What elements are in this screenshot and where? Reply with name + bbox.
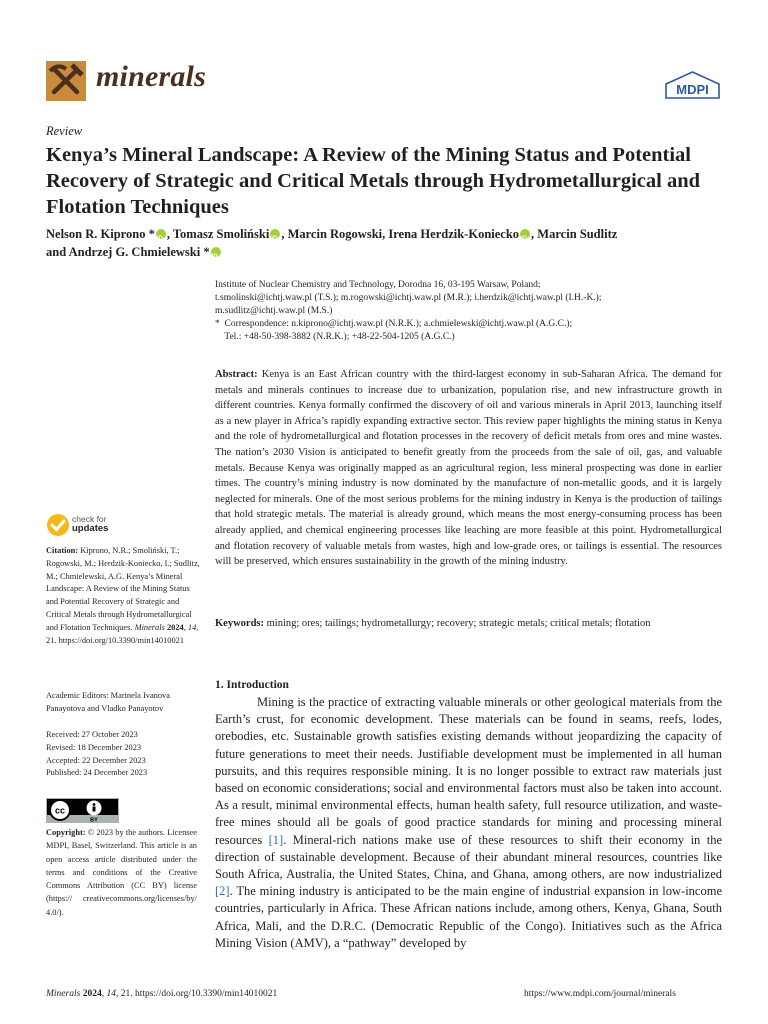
- dates-block: [46, 729, 202, 780]
- revised-date: Revised: 18 December 2023: [46, 742, 142, 752]
- footer-journal-url[interactable]: https://www.mdpi.com/journal/minerals: [524, 989, 676, 999]
- footer-citation: Minerals 2024, 14, 21. https://doi.org/10.3390/min14010021: [46, 989, 278, 999]
- cc-by-text: BY: [90, 817, 98, 823]
- citation-doi[interactable]: , 21. https://doi.org/10.3390/min14010021: [46, 622, 199, 645]
- cc-text: cc: [54, 805, 66, 816]
- minerals-logo-icon: [46, 61, 86, 101]
- affiliation-line: Institute of Nuclear Chemistry and Technology, Dorodna 16, 03-195 Warsaw, Poland;: [215, 280, 541, 290]
- check-for-label[interactable]: check for: [72, 514, 107, 524]
- citation-label: Citation:: [46, 546, 79, 555]
- reference-link[interactable]: [2]: [215, 884, 230, 899]
- author-name[interactable]: Nelson R. Kiprono: [46, 227, 146, 241]
- affiliation-line: m.sudlitz@ichtj.waw.pl (M.S.): [215, 305, 333, 316]
- author-marks: *: [145, 227, 155, 241]
- citation-block: Citation: Kiprono, N.R.; Smoliński, T.; Rogowski, M.; Herdzik-Koniecko, I.; Sudlitz, M.; Chmielewski, A.G. Kenya’s Mineral Landscape: A Review of the Mining Status and Potential Recovery of Strategic and Critical Metals through Hydrometallurgical and Flotation Techniques. Minerals 2024, 14, 21. https://doi.org/10.3390/min14010021: [46, 546, 200, 645]
- author-separator: ,: [166, 227, 173, 241]
- updates-label[interactable]: updates: [72, 523, 109, 534]
- article-type: Review: [46, 124, 83, 138]
- author-marks: *: [200, 245, 210, 259]
- telephone-line: Tel.: +48-50-398-3882 (N.R.K.); +48-22-504-1205 (A.G.C.): [215, 331, 455, 342]
- footer-doi[interactable]: , 21. https://doi.org/10.3390/min14010021: [115, 989, 278, 999]
- check-for-updates-icon[interactable]: [46, 513, 70, 537]
- author-name[interactable]: Tomasz Smoliński: [172, 227, 270, 241]
- citation-year: 2024: [166, 622, 184, 632]
- orcid-icon[interactable]: [156, 229, 166, 239]
- abstract-text: Kenya is an East African country with the third-largest economy in sub-Saharan Africa. The demand for metals and minerals continues to increase due to urbanization, population rise, and new infrastructure growth in different countries. Kenya formally confirmed the discovery of oil and various minerals in April 2013, launching itself as a new player in Africa’s rapidly expanding extractive sector. This review paper highlights the mining status in Kenya and the role of hydrometallurgical and flotation processes in the recovery of deficit metals from ores and mine wastes. The nation’s 2030 Vision is anticipated to benefit greatly from the proceeds from the sale of oil, gas, and valuable metals. Because Kenya was originally mapped as an agricultural region, less mineral prospecting was done in earlier times. The country’s mining industry is now dominated by the manufacture of non-metallic goods, and it is largely neglected for minerals. One of the most serious problems for the mining industry in Kenya is the production of tailings that hold strategic metals. The material is already ground, which means the most energy-consuming process has been already applied, and chemical engineering processes like leaching are more feasible at this point. Hydrometallurgical and flotation recovery of valuable metals from wastes, high and low-grade ores, or tailings is essential. The resources will be preserved, which ensures sustainability in the growth of the mining industry.: [215, 369, 723, 568]
- section-heading: 1. Introduction: [215, 679, 289, 691]
- cc-by-license-icon[interactable]: [46, 798, 119, 823]
- abstract-label: Abstract:: [215, 369, 258, 380]
- correspondence-line: * Correspondence: n.kiprono@ichtj.waw.pl (N.R.K.); a.chmielewski@ichtj.waw.pl (A.G.C.);: [215, 318, 573, 329]
- journal-name: minerals: [96, 60, 206, 93]
- author-name[interactable]: Andrzej G. Chmielewski: [68, 245, 201, 259]
- author-separator: ,: [281, 227, 288, 241]
- author-separator: and: [46, 245, 69, 259]
- author-name[interactable]: Marcin Rogowski: [287, 227, 383, 241]
- orcid-icon[interactable]: [520, 229, 530, 239]
- accepted-date: Accepted: 22 December 2023: [46, 755, 146, 765]
- mdpi-logo-text: MDPI: [676, 82, 709, 97]
- published-date: Published: 24 December 2023: [46, 768, 148, 778]
- keywords: [215, 617, 735, 631]
- mdpi-logo-icon: [664, 70, 721, 102]
- copyright-block: [46, 826, 197, 919]
- citation-journal: Minerals: [134, 622, 165, 632]
- author-separator: ,: [382, 227, 389, 241]
- abstract: [215, 367, 722, 570]
- paragraph-text: Mining is the practice of extracting valuable minerals or other geological materials from the Earth’s crust, for economic development. These materials can be found in seams, reefs, lodes, orebodies, etc. Sustainable growth satisfies existing demands without jeopardizing the capacity of future generations to meet their needs. Justifiable development must be implemented in all human pursuits, and this requires responsible mining. It is no longer possible to extract raw materials just based on economic considerations; social and environmental factors must also be taken into account. As a result, minimal environmental effects, human health safety, full resource utilization, and waste-free mines should all be goals of good practice standards for mining and processing mineral resources: [215, 695, 722, 847]
- section-paragraph: [215, 694, 722, 952]
- paragraph-text: . The mining industry is anticipated to be the main engine of industrial expansion in low-income countries, particularly in Africa. These African nations include, among others, Kenya, Ghana, South Africa, Mali, and the D.R.C. (Democratic Republic of the Congo). Initiatives such as the Africa Mining Vision (AMV), a “pathway” developed by: [215, 884, 722, 950]
- copyright-label: Copyright:: [46, 828, 86, 837]
- author-name[interactable]: Irena Herdzik-Koniecko: [388, 227, 520, 241]
- orcid-icon[interactable]: [211, 247, 221, 257]
- author-list: [46, 225, 726, 261]
- affiliation-line: t.smolinski@ichtj.waw.pl (T.S.); m.rogowski@ichtj.waw.pl (M.R.); i.herdzik@ichtj.waw.pl (I.H.-K.);: [215, 292, 602, 303]
- affiliations: [215, 279, 735, 344]
- copyright-text: © 2023 by the authors. Licensee MDPI, Basel, Switzerland. This article is an open access article distributed under the terms and conditions of the Creative Commons Attribution (CC BY) license (https:// creativecommons.org/licenses/by/ 4.0/).: [46, 828, 197, 917]
- keywords-text: mining; ores; tailings; hydrometallurgy; recovery; strategic metals; critical metals; flotation: [266, 618, 651, 629]
- received-date: Received: 27 October 2023: [46, 730, 138, 739]
- citation-volume: 14: [187, 622, 197, 632]
- keywords-label: Keywords:: [215, 618, 264, 629]
- footer-journal: Minerals: [46, 989, 81, 999]
- citation-text: Kiprono, N.R.; Smoliński, T.; Rogowski, M.; Herdzik-Koniecko, I.; Sudlitz, M.; Chmielewski, A.G. Kenya’s Mineral Landscape: A Review of the Mining Status and Potential Recovery of Strategic and Critical Metals through Hydrometallurgical and Flotation Techniques.: [46, 546, 200, 632]
- reference-link[interactable]: [1]: [268, 832, 284, 847]
- footer-year: 2024: [82, 989, 102, 999]
- academic-editors: Academic Editors: Marinela Ivanova Panayotova and Vladko Panayotov: [46, 691, 170, 713]
- article-title: Kenya’s Mineral Landscape: A Review of the Mining Status and Potential Recovery of Strategic and Critical Metals through Hydrometallurgical and Flotation Techniques: [46, 144, 701, 218]
- footer-volume: 14: [106, 989, 116, 999]
- paragraph-text: . Mineral-rich nations make use of these resources to shift their economy in the direction of sustainable development. Because of their abundant mineral resources, countries like South Africa, Australia, the United States, China, and Ghana, among others, are now industrialized: [215, 832, 722, 882]
- author-name[interactable]: Marcin Sudlitz: [537, 227, 618, 241]
- orcid-icon[interactable]: [270, 229, 280, 239]
- author-separator: ,: [531, 227, 538, 241]
